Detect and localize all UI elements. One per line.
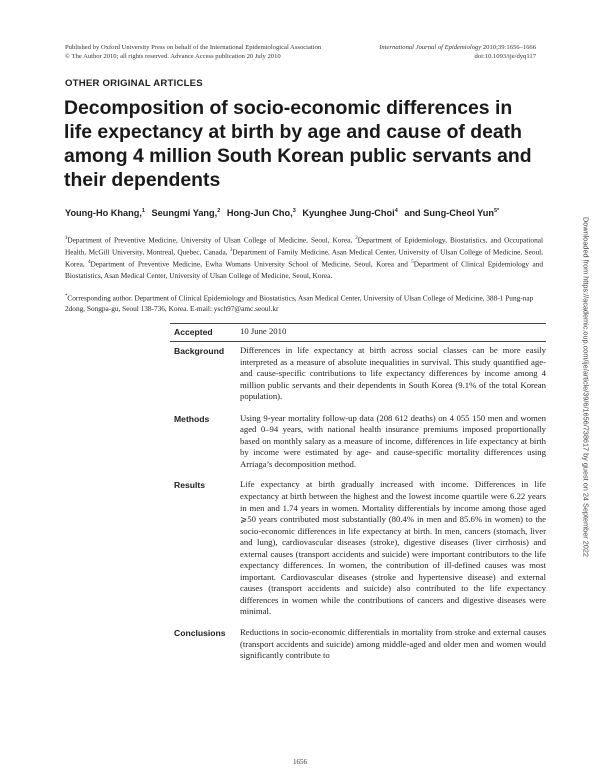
publisher-line: Published by Oxford University Press on behalf of the International Epidemiological Association [65, 44, 322, 51]
results-text: Life expectancy at birth gradually increased with income. Differences in life expectancy at birth between the highest and the lowest income quartile were 6.22 years in men and 1.74 years in women. Mortality differentials by income among those aged ⩾50 years contributed most substantially (80.4% in men and 85.6% in women) to the socio-economic differences in life expectancy at birth. In men, cancers (stomach, liver and lung), cardiovascular diseases (stroke), digestive diseases (liver cirrhosis) and external causes (transport accidents and suicide) were important contributors to the life expectancy differences. In women, the contribution of ill-defined causes was most important. Cardiovascular diseases (stroke and hypertensive disease) and external causes (transport accidents and suicide) also contributed to the life expectancy differences in women while the contributions of cancers and digestive diseases were minimal. [240, 479, 546, 617]
section-label: OTHER ORIGINAL ARTICLES [65, 78, 203, 89]
citation-volume: 2010;39:1656–1666 [481, 44, 536, 51]
methods-text: Using 9-year mortality follow-up data (208 612 deaths) on 4 055 150 men and women aged 0–94 years, with national health insurance premiums imposed proportionally based on monthly salary as a measure of income, differences in life expectancy at birth by income were estimated by age- and cause-specific mortality differences using Arriaga’s decomposition method. [240, 412, 546, 469]
accepted-date: 10 June 2010 [240, 326, 287, 336]
methods-row [170, 413, 546, 471]
article-title: Decomposition of socio-economic differences in life expectancy at birth by age and cause of death among 4 million South Korean public servants and their dependents [64, 97, 532, 191]
copyright-line: © The Author 2010; all rights reserved. Advance Access publication 20 July 2010 [65, 53, 281, 61]
corresponding-author: *Corresponding author. Department of Clinical Epidemiology and Biostatistics, Asan Medical Center, University of Ulsan College of Medicine, 388-1 Pung-nap 2dong, Songpa-gu, Seoul 138-736, Korea. E-mail: ysch97@amc.seoul.kr [65, 293, 534, 314]
author: Young-Ho Khang,$^1$ [65, 208, 145, 219]
author: Kyunghee Jung-Choi$^4$ [302, 208, 398, 219]
affiliations: $^1$Department of Preventive Medicine, University of Ulsan College of Medicine, Seoul, Korea, $^2$Department of Epidemiology, Biostatistics, and Occupational Health, McGill University, Montreal, Quebec, Canada, $^3$Department of Family Medicine, Asan Medical Center, University of Ulsan College of Medicine, Seoul, Korea, $^4$Department of Preventive Medicine, Ewha Womans University School of Medicine, Seoul, Korea and $^5$Department of Clinical Epidemiology and Biostatistics, Asan Medical Center, University of Ulsan College of Medicine, Seoul, Korea. [65, 235, 544, 280]
author-list [65, 208, 545, 218]
background-text: Differences in life expectancy at birth across social classes can be more easily interpreted as a measure of absolute inequalities in survival. This study quantified age- and cause-specific contributions to life expectancy differences by income among 4 million public servants and their dependents in South Korea (9.1% of the total Korean population). [240, 345, 546, 402]
journal-name: International Journal of Epidemiology [379, 44, 482, 51]
conclusions-text: Reductions in socio-economic differentials in mortality from stroke and external causes (transport accidents and suicide) among middle-aged and older men and women would significantly contribute to [240, 627, 546, 661]
methods-label: Methods [174, 413, 210, 424]
abstract [170, 323, 546, 662]
author: Seungmi Yang,$^2$ [151, 208, 221, 219]
conclusions-row [170, 627, 546, 662]
page-number: 1656 [293, 758, 307, 766]
background-label: Background [174, 346, 225, 356]
accepted-row [170, 326, 546, 338]
author: Hong-Jun Cho,$^3$ [226, 208, 296, 219]
conclusions-label: Conclusions [174, 628, 226, 639]
download-watermark: Downloaded from https://academic.oup.com/ije/article/39/6/1656/738617 by guest on 24 September 2022 [581, 217, 591, 557]
results-label: Results [174, 480, 206, 491]
background-row [170, 341, 546, 403]
accepted-label: Accepted [174, 327, 213, 337]
author: and Sung-Cheol Yun$^{5*}$ [404, 208, 500, 219]
doi: doi:10.1093/ije/dyq117 [474, 53, 536, 61]
results-row [170, 479, 546, 618]
journal-citation [296, 43, 536, 61]
